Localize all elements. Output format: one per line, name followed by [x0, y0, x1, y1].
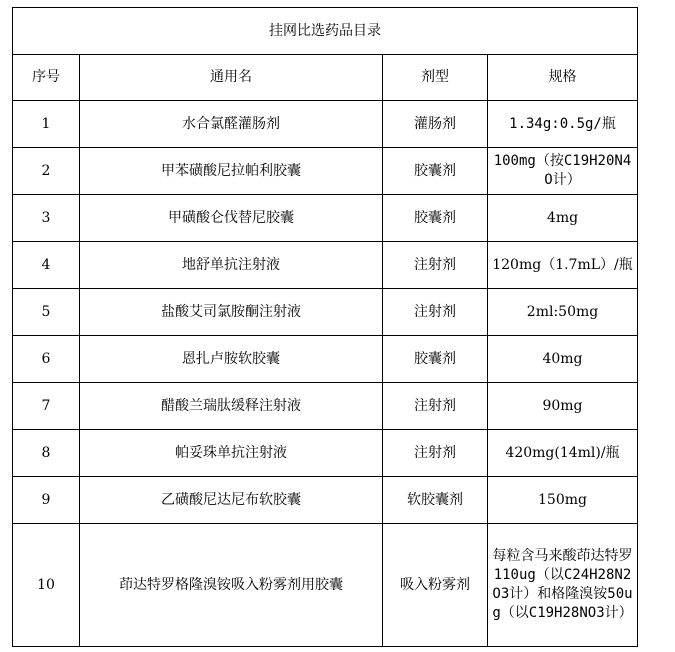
row-seq: 10: [13, 524, 80, 647]
row-form: 胶囊剂: [383, 148, 488, 195]
row-spec: 1.34g:0.5g/瓶: [488, 101, 638, 148]
row-form: 注射剂: [383, 289, 488, 336]
row-form: 胶囊剂: [383, 195, 488, 242]
header-form: 剂型: [383, 55, 488, 101]
table-row: [13, 101, 638, 148]
row-name: 恩扎卢胺软胶囊: [80, 336, 383, 383]
row-spec: 2ml:50mg: [488, 289, 638, 336]
row-form: 注射剂: [383, 383, 488, 430]
header-spec: 规格: [488, 55, 638, 101]
row-seq: 3: [13, 195, 80, 242]
header-row: [13, 55, 638, 101]
table-row: [13, 148, 638, 195]
row-name: 甲苯磺酸尼拉帕利胶囊: [80, 148, 383, 195]
row-seq: 6: [13, 336, 80, 383]
table-row: [13, 242, 638, 289]
row-seq: 8: [13, 430, 80, 477]
table-row: [13, 336, 638, 383]
row-seq: 2: [13, 148, 80, 195]
row-seq: 7: [13, 383, 80, 430]
row-spec: 150mg: [488, 477, 638, 524]
row-spec: 4mg: [488, 195, 638, 242]
table-row: [13, 524, 638, 647]
row-form: 吸入粉雾剂: [383, 524, 488, 647]
row-name: 盐酸艾司氯胺酮注射液: [80, 289, 383, 336]
row-spec: 每粒含马来酸茚达特罗110ug（以C24H28N2O3计）和格隆溴铵50ug（以C19H28NO3计）: [488, 524, 638, 647]
table-title: 挂网比选药品目录: [13, 8, 638, 55]
row-form: 胶囊剂: [383, 336, 488, 383]
row-spec: 120mg（1.7mL）/瓶: [488, 242, 638, 289]
row-form: 软胶囊剂: [383, 477, 488, 524]
row-seq: 9: [13, 477, 80, 524]
row-name: 茚达特罗格隆溴铵吸入粉雾剂用胶囊: [80, 524, 383, 647]
row-form: 注射剂: [383, 242, 488, 289]
row-name: 水合氯醛灌肠剂: [80, 101, 383, 148]
table-row: [13, 430, 638, 477]
drug-catalog-table: [12, 7, 638, 647]
header-name: 通用名: [80, 55, 383, 101]
row-seq: 1: [13, 101, 80, 148]
table-row: [13, 289, 638, 336]
row-form: 注射剂: [383, 430, 488, 477]
row-name: 甲磺酸仑伐替尼胶囊: [80, 195, 383, 242]
table-row: [13, 195, 638, 242]
row-spec: 40mg: [488, 336, 638, 383]
row-seq: 4: [13, 242, 80, 289]
header-seq: 序号: [13, 55, 80, 101]
row-name: 地舒单抗注射液: [80, 242, 383, 289]
row-seq: 5: [13, 289, 80, 336]
title-row: [13, 8, 638, 55]
row-spec: 100mg（按C19H20N4O计）: [488, 148, 638, 195]
row-name: 帕妥珠单抗注射液: [80, 430, 383, 477]
row-form: 灌肠剂: [383, 101, 488, 148]
row-name: 乙磺酸尼达尼布软胶囊: [80, 477, 383, 524]
table-row: [13, 383, 638, 430]
row-spec: 90mg: [488, 383, 638, 430]
row-name: 醋酸兰瑞肽缓释注射液: [80, 383, 383, 430]
table-row: [13, 477, 638, 524]
row-spec: 420mg(14ml)/瓶: [488, 430, 638, 477]
